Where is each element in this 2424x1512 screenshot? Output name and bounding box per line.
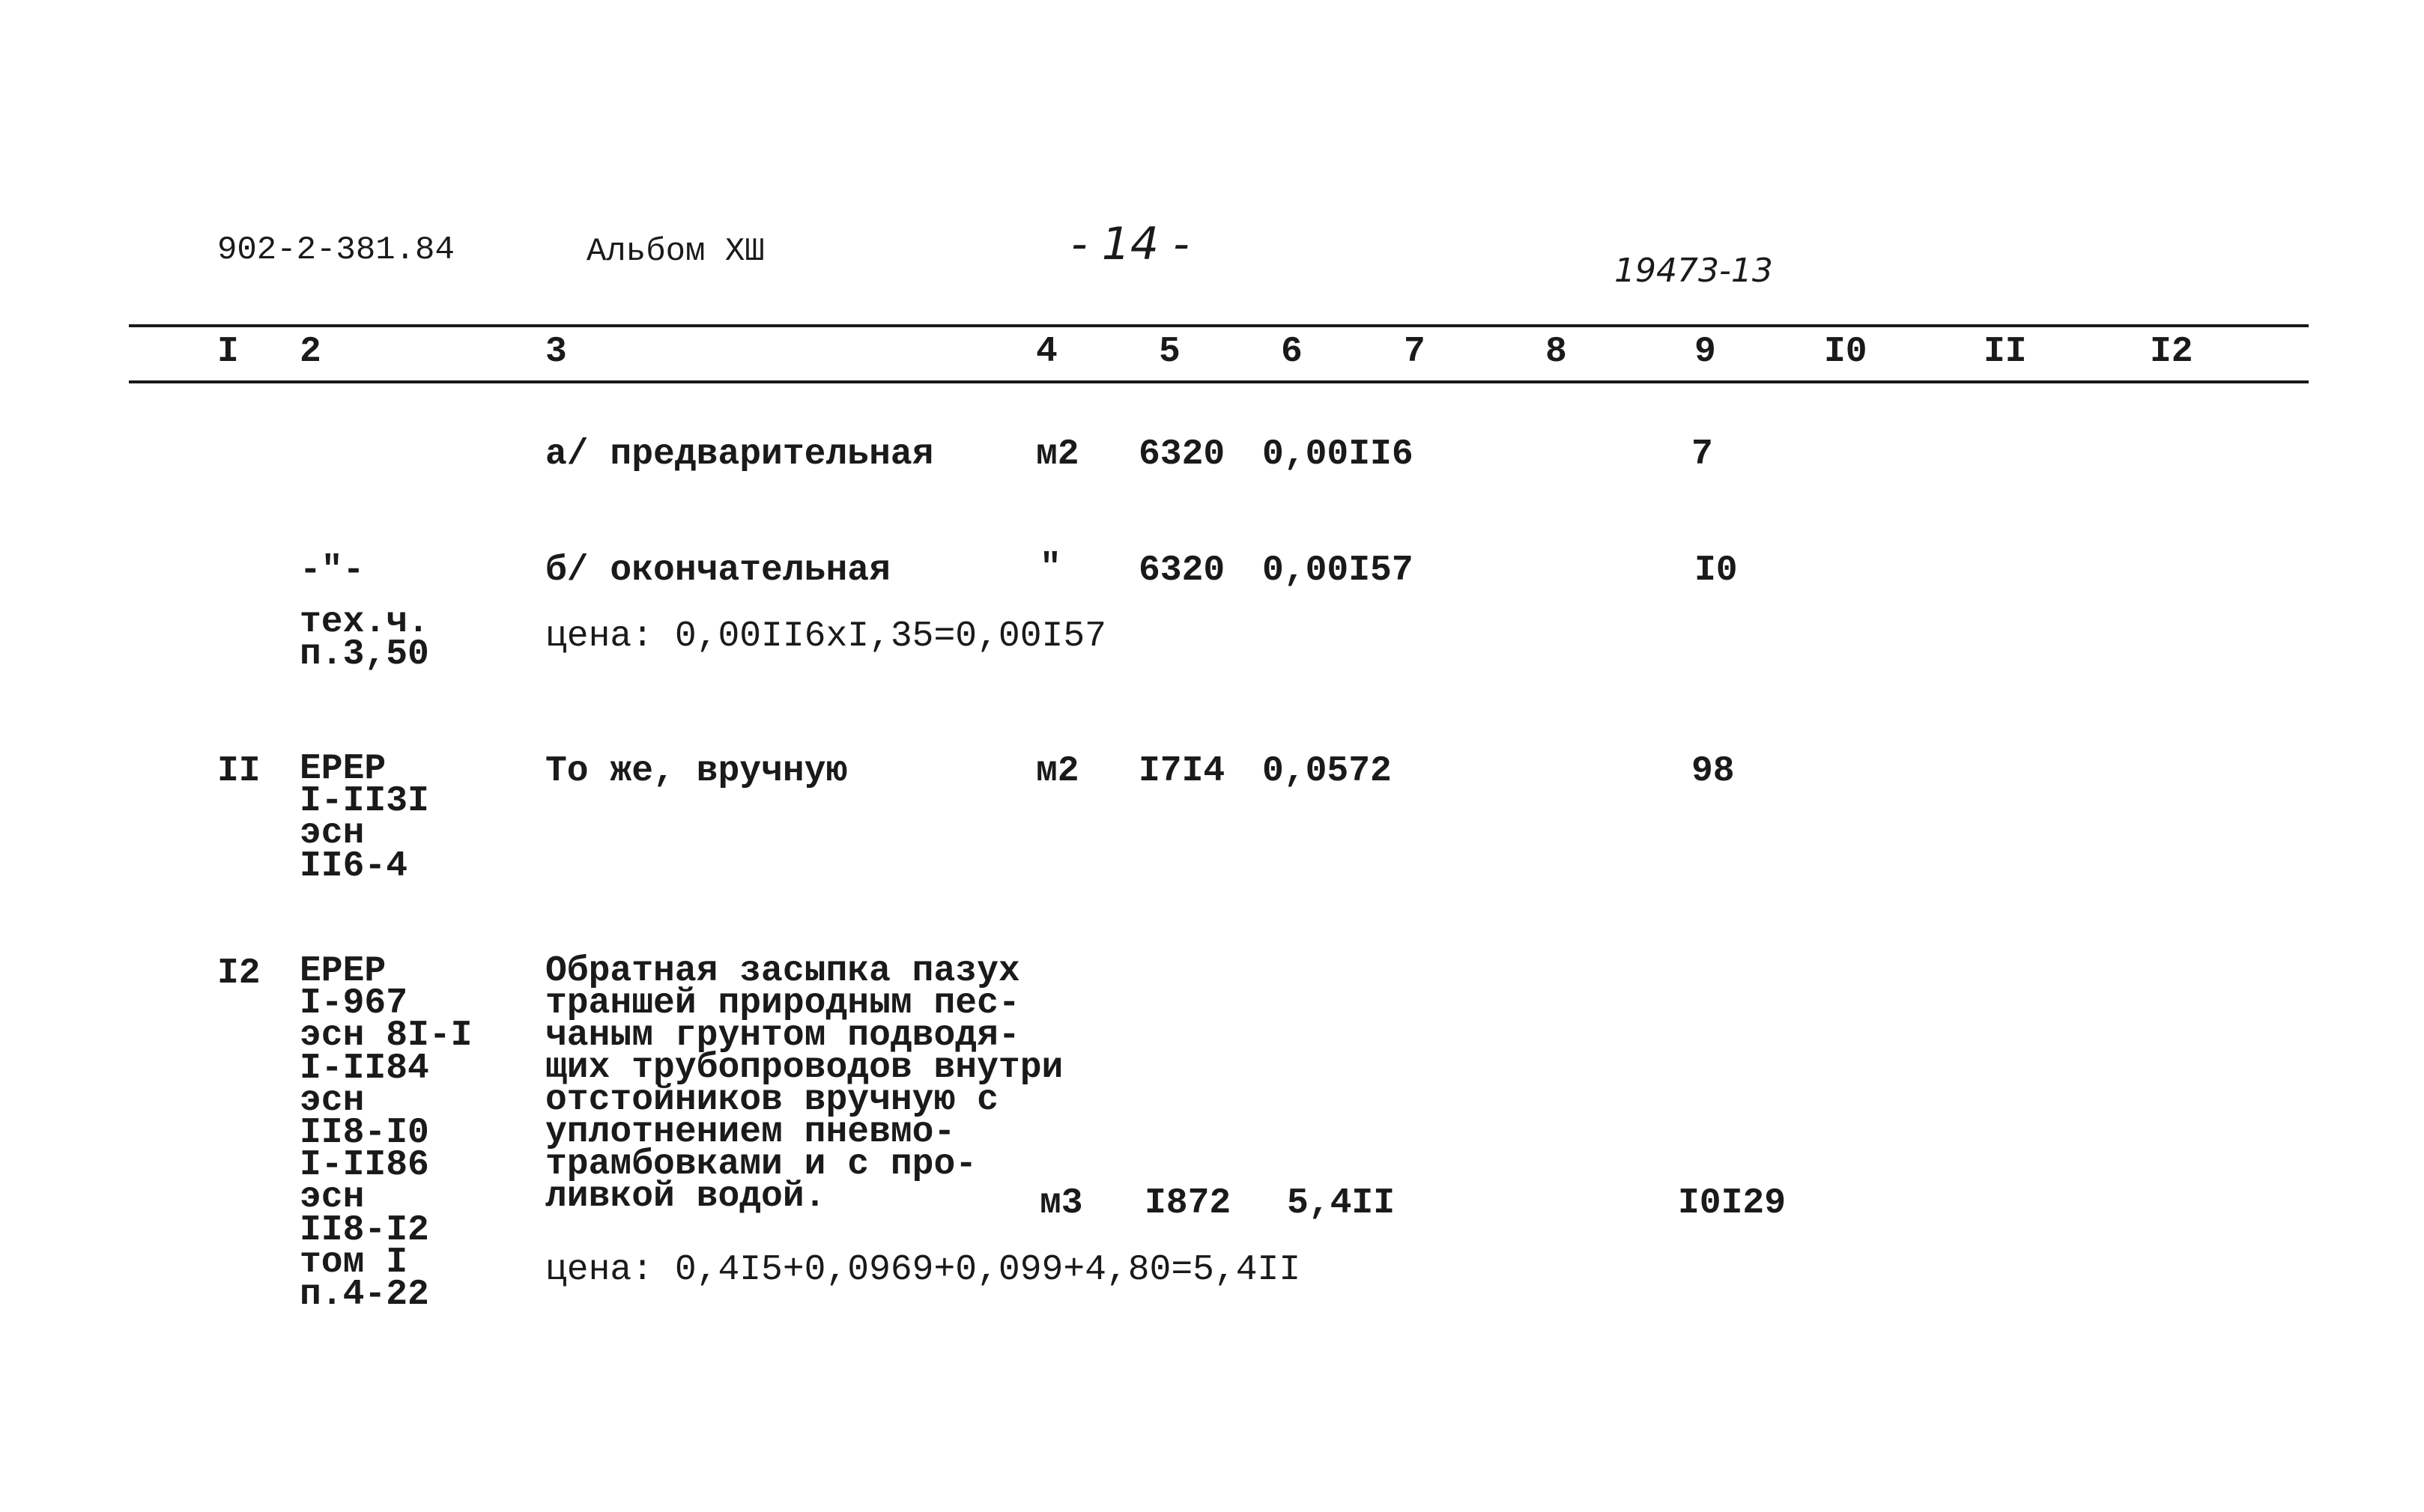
item-reference: ЕРЕР I-967 эсн 8I-I I-II84 эсн II8-I0 I-II86 эсн II8-I2 том I п.4-22: [300, 951, 473, 1315]
table-top-rule: [129, 324, 2309, 327]
price-calculation: цена: 0,4I5+0,0969+0,099+4,80=5,4II: [545, 1250, 1301, 1290]
column-header: II: [1984, 332, 2027, 372]
item-reference: -"-: [300, 550, 365, 591]
description-line: щих трубопроводов внутри: [545, 1048, 1064, 1088]
item-total: I0I29: [1678, 1183, 1787, 1224]
description-line: траншей природным пес-: [545, 983, 1020, 1024]
item-quantity: 6320: [1139, 550, 1225, 591]
item-quantity: I872: [1145, 1183, 1231, 1224]
item-reference: тех.ч. п.3,50: [300, 602, 429, 675]
column-header: 7: [1404, 332, 1425, 372]
description-line: чаным грунтом подводя-: [545, 1015, 1020, 1056]
item-description: а/ предварительная: [545, 434, 934, 475]
description-line: уплотнением пневмо-: [545, 1112, 956, 1153]
item-unit: ": [1040, 548, 1061, 589]
page-number: - 14 -: [1071, 218, 1190, 270]
price-calculation: цена: 0,00II6хI,35=0,00I57: [545, 616, 1106, 657]
table-header-bottom-rule: [129, 380, 2309, 383]
column-header: I: [217, 332, 239, 372]
archive-number: 19473-13: [1614, 252, 1773, 290]
column-header: 3: [545, 332, 567, 372]
column-header: 8: [1545, 332, 1567, 372]
item-quantity: 6320: [1139, 434, 1225, 475]
column-header: 5: [1159, 332, 1181, 372]
description-line: отстойников вручную с: [545, 1080, 999, 1120]
album-label: Альбом ХШ: [587, 233, 765, 270]
column-header: 6: [1281, 332, 1303, 372]
item-description: б/ окончательная: [545, 550, 891, 591]
item-rate: 0,0572: [1262, 751, 1392, 792]
description-line: Обратная засыпка пазух: [545, 951, 1020, 992]
item-rate: 0,00II6: [1262, 434, 1414, 475]
item-description: То же, вручную: [545, 751, 848, 792]
item-reference: ЕРЕР I-II3I эсн II6-4: [300, 749, 429, 887]
item-description: [545, 951, 1064, 1217]
item-rate: 5,4II: [1287, 1183, 1396, 1224]
item-quantity: I7I4: [1139, 751, 1225, 792]
item-unit: м2: [1036, 434, 1079, 475]
item-unit: м3: [1040, 1183, 1083, 1224]
column-header: I0: [1824, 332, 1867, 372]
item-total: I0: [1694, 550, 1738, 591]
item-number: I2: [217, 953, 261, 994]
item-unit: м2: [1036, 751, 1079, 792]
column-header: 4: [1036, 332, 1058, 372]
item-total: 98: [1691, 751, 1735, 792]
description-line: ливкой водой.: [545, 1176, 826, 1217]
column-header: 2: [300, 332, 321, 372]
column-header: 9: [1694, 332, 1716, 372]
item-number: II: [217, 751, 261, 792]
item-rate: 0,00I57: [1262, 550, 1414, 591]
column-header: I2: [2150, 332, 2193, 372]
document-code: 902-2-381.84: [217, 231, 455, 269]
item-total: 7: [1691, 434, 1713, 475]
description-line: трамбовками и с про-: [545, 1144, 978, 1185]
